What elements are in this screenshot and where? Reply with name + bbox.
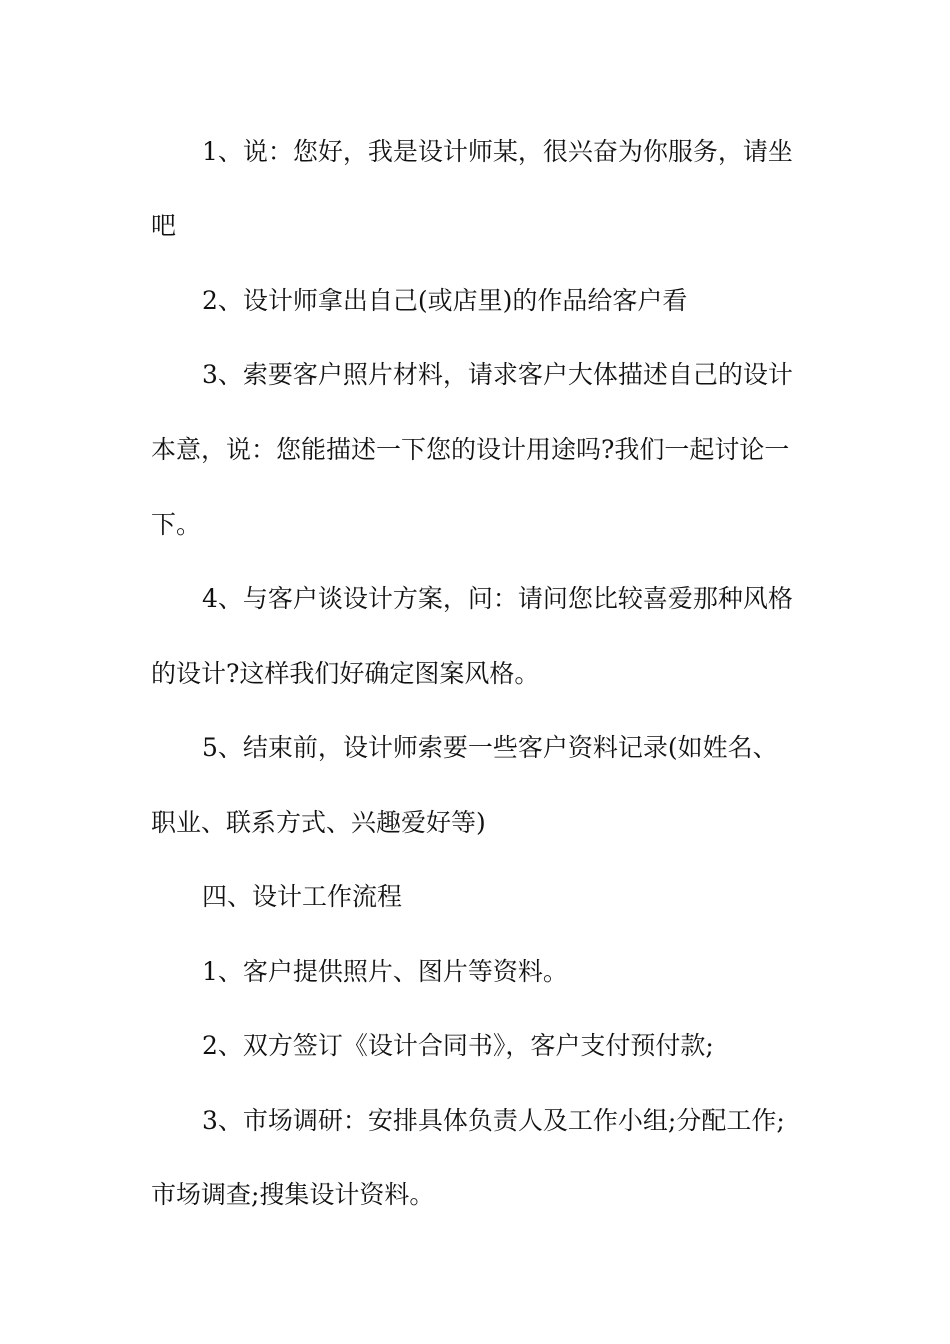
text-line: 2、双方签订《设计合同书》，客户支付预付款; — [202, 1031, 714, 1060]
text-line: 1、说：您好，我是设计师某，很兴奋为你服务，请坐 — [202, 137, 793, 166]
text-line: 5、结束前，设计师索要一些客户资料记录(如姓名、 — [202, 733, 778, 762]
section-heading: 四、设计工作流程 — [202, 882, 403, 911]
text-line: 职业、联系方式、兴趣爱好等) — [151, 808, 486, 837]
text-line: 的设计?这样我们好确定图案风格。 — [151, 659, 540, 688]
text-line: 4、与客户谈设计方案，问：请问您比较喜爱那种风格 — [202, 584, 793, 613]
text-line: 市场调查;搜集设计资料。 — [151, 1180, 435, 1209]
text-line: 2、设计师拿出自己(或店里)的作品给客户看 — [202, 286, 688, 315]
text-line: 1、客户提供照片、图片等资料。 — [202, 957, 568, 986]
text-line: 3、索要客户照片材料，请求客户大体描述自己的设计 — [202, 360, 793, 389]
text-line: 下。 — [151, 510, 202, 539]
text-line: 吧 — [151, 211, 177, 240]
text-line: 本意，说：您能描述一下您的设计用途吗?我们一起讨论一 — [151, 435, 790, 464]
text-line: 3、市场调研：安排具体负责人及工作小组;分配工作; — [202, 1106, 785, 1135]
